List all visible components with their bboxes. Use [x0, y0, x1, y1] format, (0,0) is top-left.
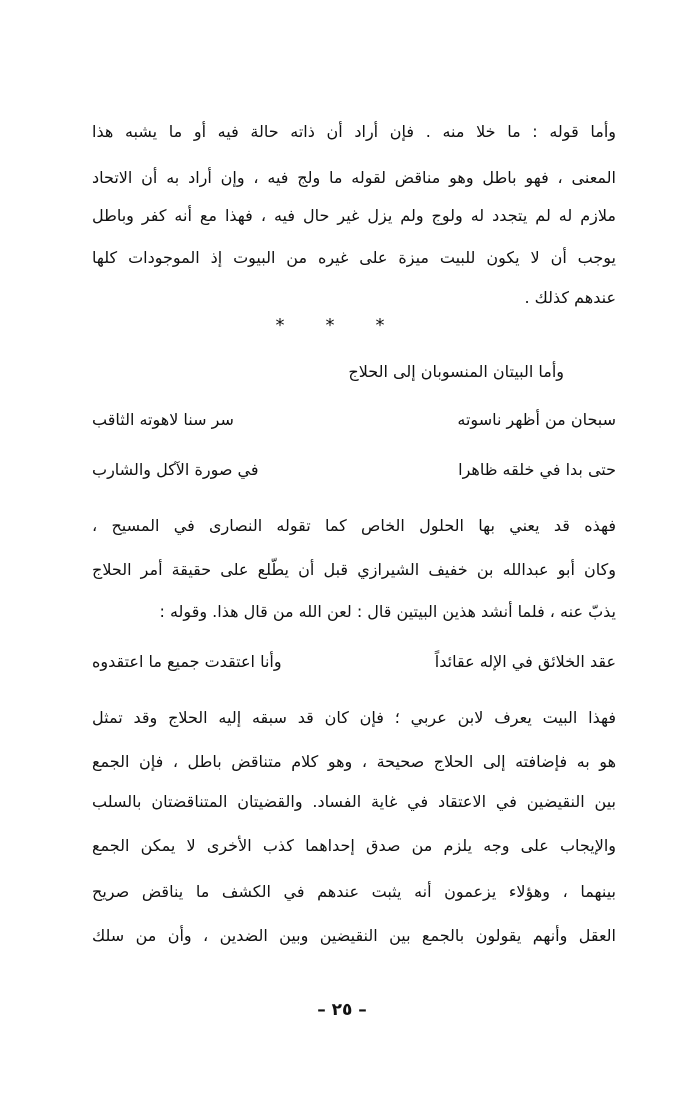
paragraph-line: بين النقيضين في الاعتقاد في غاية الفساد. والقضيتان المتناقضتان بالسلب: [92, 792, 616, 811]
paragraph-line: عندهم كذلك .: [524, 288, 616, 307]
verse-first-hemistich: حتى بدا في خلقه ظاهرا: [458, 460, 616, 479]
page-number: – ٢٥ –: [317, 1000, 367, 1020]
paragraph-line: يذبّ عنه ، فلما أنشد هذين البيتين قال : لعن الله من قال هذا. وقوله :: [159, 602, 616, 621]
paragraph-line: والإيجاب على وجه يلزم من صدق إحداهما كذب الأخرى لا يمكن الجمع: [92, 836, 616, 855]
section-separator: [270, 312, 390, 340]
verse-first-hemistich: عقد الخلائق في الإله عقائداً: [434, 652, 616, 671]
section-heading: وأما البيتان المنسوبان إلى الحلاج: [348, 362, 564, 381]
paragraph-line: بينهما ، وهؤلاء يزعمون أنه يثبت عندهم في الكشف ما يناقض صريح: [92, 882, 616, 901]
asterisk: *: [325, 315, 335, 336]
paragraph-line: المعنى ، فهو باطل وهو مناقض لقوله ما ولج فيه ، وإن أراد به أن الاتحاد: [92, 168, 616, 187]
verse-line: [92, 406, 616, 434]
verse-line: [92, 648, 616, 676]
verse-second-hemistich: وأنا اعتقدت جميع ما اعتقدوه: [92, 652, 282, 671]
paragraph-line: العقل وأنهم يقولون بالجمع بين النقيضين وبين الضدين ، وأن من سلك: [92, 926, 616, 945]
verse-second-hemistich: في صورة الآكل والشارب: [92, 460, 259, 479]
verse-line: [92, 456, 616, 484]
asterisk: *: [375, 315, 385, 336]
paragraph-line: ملازم له لم يتجدد له ولوج ولم يزل غير حال فيه ، فهذا مع أنه كفر وباطل: [92, 206, 616, 225]
paragraph-line: يوجب أن لا يكون للبيت ميزة على غيره من البيوت إذ الموجودات كلها: [92, 248, 616, 267]
paragraph-line: فهذه قد يعني بها الحلول الخاص كما تقوله النصارى في المسيح ،: [92, 516, 616, 535]
verse-first-hemistich: سبحان من أظهر ناسوته: [457, 410, 616, 429]
paragraph-line: وأما قوله : ما خلا منه . فإن أراد أن ذاته حالة فيه أو ما يشبه هذا: [92, 122, 616, 141]
paragraph-line: هو به فإضافته إلى الحلاج صحيحة ، وهو كلام متناقض باطل ، فإن الجمع: [92, 752, 616, 771]
verse-second-hemistich: سر سنا لاهوته الثاقب: [92, 410, 234, 429]
paragraph-line: فهذا البيت يعرف لابن عربي ؛ فإن كان قد سبقه إليه الحلاج وقد تمثل: [92, 708, 616, 727]
paragraph-line: وكان أبو عبدالله بن خفيف الشيرازي قبل أن يطّلع على حقيقة أمر الحلاج: [92, 560, 616, 579]
asterisk: *: [275, 315, 285, 336]
